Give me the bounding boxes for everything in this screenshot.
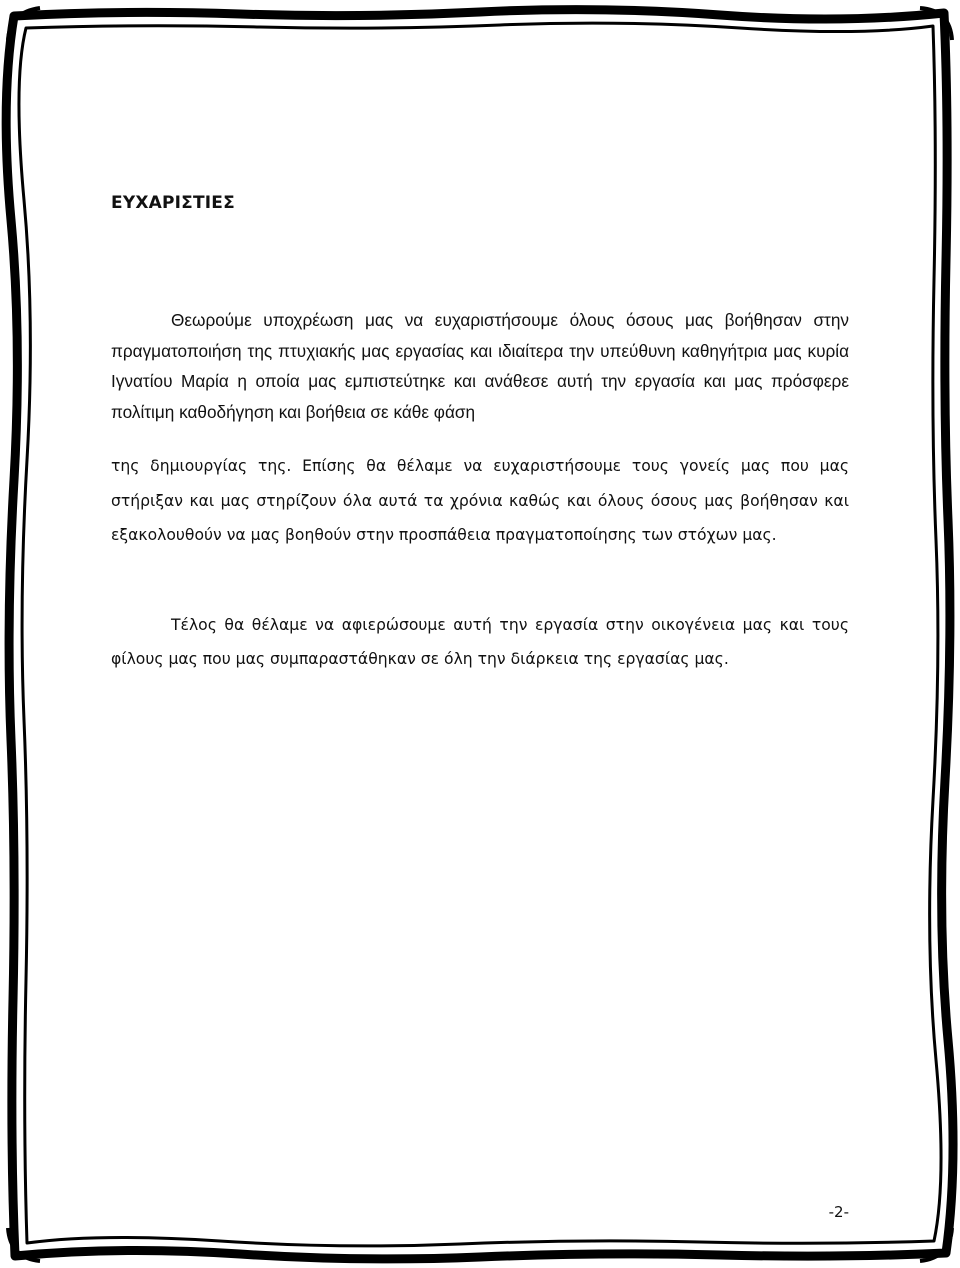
paragraph-thanks-supervisor: Θεωρούμε υποχρέωση μας να ευχαριστήσουμε όλους όσους μας βοήθησαν στην πραγματοποιήση της πτυχιακής μας εργασίας και ιδιαίτερα την υπεύθυνη καθηγήτρια μας κυρία Ιγνατίου Μαρία η οποία μας εμπιστεύτηκε και ανάθεσε αυτή την εργασία και μας πρόσφερε πολίτιμη καθοδήγηση και βοήθεια σε κάθε φάση bbox=[111, 310, 849, 422]
paragraph-thanks-parents: της δημιουργίας της. Επίσης θα θέλαμε να ευχαριστήσουμε τους γονείς μας που μας στήριξαν και μας στηρίζουν όλα αυτά τα χρόνια καθώς και όλους όσους μας βοήθησαν και εξακολουθούν να μας βοηθούν στην προσπάθεια πραγματοποίησης των στόχων μας. bbox=[111, 457, 849, 544]
document-heading: ΕΥΧΑΡΙΣΤΙΕΣ bbox=[111, 193, 235, 213]
paragraph-dedication: Τέλος θα θέλαμε να αφιερώσουμε αυτή την εργασία στην οικογένεια μας και τους φίλους μας που μας συμπαραστάθηκαν σε όλη την διάρκεια της εργασίας μας. bbox=[111, 616, 849, 668]
page-number: -2- bbox=[828, 1203, 849, 1221]
